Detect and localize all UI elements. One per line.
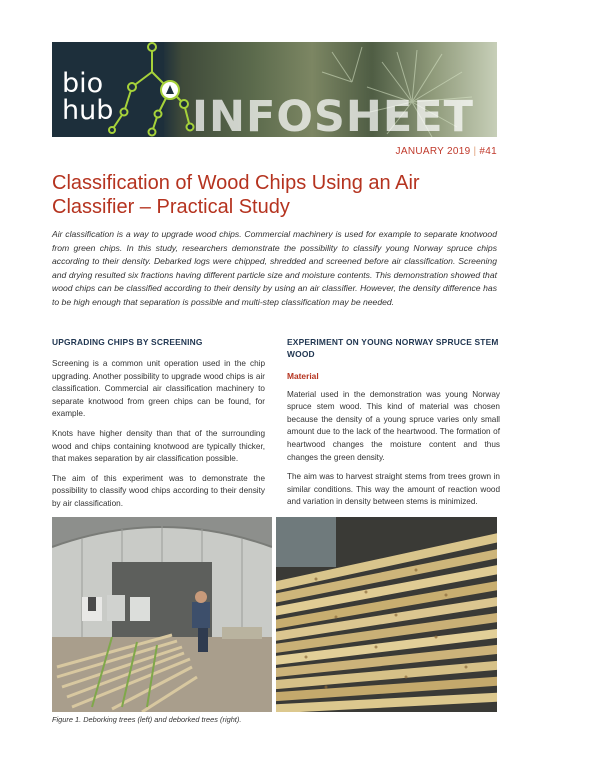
issue-number: #41: [479, 146, 497, 157]
page-title: Classification of Wood Chips Using an Air Classifier – Practical Study: [52, 172, 420, 218]
right-column-heading: EXPERIMENT ON YOUNG NORWAY SPRUCE STEM WOOD: [287, 337, 499, 359]
right-column: [287, 336, 500, 516]
left-paragraph-1: Screening is a common unit operation used in the chip upgrading. Another possibility to upgrade wood chips is air classification. Commercial air classification machinery to separate knotwood from green chips can be found, for example.: [52, 359, 265, 419]
left-paragraph-2: Knots have higher density than that of the surrounding wood and chips containing knotwood are typically thicker, that makes separation by air classification possible.: [52, 428, 265, 464]
right-paragraph-1: Material used in the demonstration was young Norway spruce stem wood. This kind of material was chosen because the density of a young spruce varies only small amount due to the lack of the heartwood. The formation of heartwood changes the moisture content and thus changes the green density.: [287, 389, 500, 462]
right-column-subheading: Material: [287, 371, 319, 381]
lead-paragraph: Air classification is a way to upgrade wood chips. Commercial machinery is used for example to separate knotwood from green chips. In this study, researchers demonstrate the possibility to classify young Norway spruce chips according to their density. Debarked logs were chipped, shredded and screened before air classification. Screening and drying resulted six fractions having different particle size and moisture contents. This demonstration showed that wood chips can be classified according to their density by using an air classifier. However, the density difference has to be high enough that separation is possible and multi-step classification may be needed.: [52, 229, 497, 307]
logo-line-2: hub: [62, 95, 114, 126]
right-paragraph-2: The aim was to harvest straight stems from trees grown in similar conditions. This way the amount of reaction wood and variation in density between stems is minimized.: [287, 472, 500, 507]
left-column: [52, 336, 265, 518]
debarked-logs-photo: [276, 517, 497, 712]
figure-caption: Figure 1. Deborking trees (left) and deborked trees (right).: [52, 715, 242, 724]
biohub-logo: [62, 70, 113, 124]
left-column-heading: UPGRADING CHIPS BY SCREENING: [52, 337, 203, 347]
issue-separator: |: [473, 146, 477, 157]
logo-line-1: bio: [62, 68, 104, 99]
issue-date: JANUARY 2019: [395, 146, 471, 157]
issue-line: [396, 146, 497, 157]
banner-infosheet-word: INFOSHEET: [192, 92, 474, 137]
debarking-photo: [52, 517, 272, 712]
header-banner: [52, 42, 497, 137]
left-paragraph-3: The aim of this experiment was to demonstrate the possibility to classify wood chips according to their density by air classification.: [52, 473, 265, 508]
